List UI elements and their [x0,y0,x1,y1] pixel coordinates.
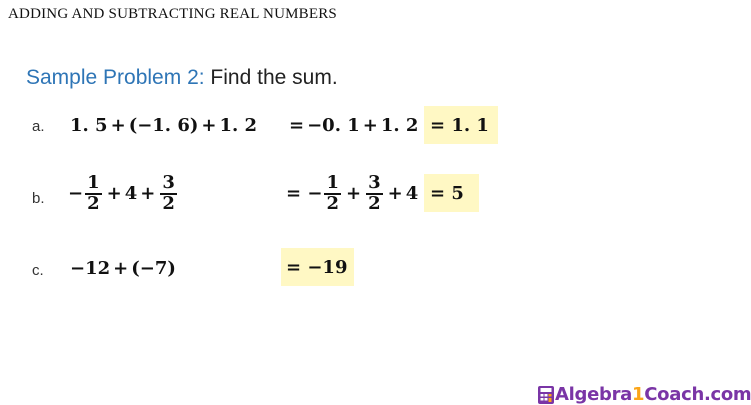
term: −0. 1 [307,115,360,136]
calculator-icon [537,385,555,405]
brand-text-part3: Coach.com [644,384,751,405]
problem-b-answer: = 5 [424,174,479,212]
problem-b-expression [68,174,179,214]
fraction [366,174,383,214]
brand-text-part2: 1 [632,384,645,405]
term: 1. 5 [70,115,108,136]
numerator: 3 [162,172,175,193]
fraction [85,174,102,214]
term: 1. 2 [219,115,258,136]
problem-a-answer: = 1. 1 [424,106,498,144]
equals: = [289,115,305,136]
heading-prefix: Sample Problem 2: [26,66,205,89]
problem-heading [26,66,338,90]
term: 4 [124,183,138,205]
brand-text-part1: Algebra [555,384,633,405]
problem-b-step [286,174,418,214]
operator: + [113,258,129,279]
denominator: 2 [162,192,175,214]
term: 4 [405,183,419,205]
term: (−7) [131,258,176,279]
problem-b-label: b. [32,190,45,207]
operator: + [201,115,217,136]
minus-sign: − [68,183,84,205]
brand-text [555,384,751,405]
problem-c-label: c. [32,262,44,279]
operator: + [140,183,156,205]
fraction [160,174,177,214]
denominator: 2 [87,192,100,214]
operator: + [110,115,126,136]
numerator: 3 [368,172,381,193]
denominator: 2 [326,192,339,214]
denominator: 2 [368,192,381,214]
term: (−1. 6) [128,115,199,136]
slide-title: ADDING AND SUBTRACTING REAL NUMBERS [8,6,337,22]
problem-c-answer: = −19 [281,248,354,286]
term: 1. 2 [380,115,419,136]
problem-a-expression [70,115,257,136]
fraction [324,174,341,214]
operator: + [362,115,378,136]
numerator: 1 [87,172,100,193]
operator: + [345,183,362,205]
numerator: 1 [326,172,339,193]
operator: + [387,183,403,205]
brand-logo [537,384,751,405]
problem-a-label: a. [32,118,45,135]
heading-text: Find the sum. [204,66,338,89]
operator: + [106,183,122,205]
problem-a-step [286,115,418,136]
problem-c-expression [70,258,176,279]
equals-minus: = − [286,183,323,205]
term: −12 [70,258,111,279]
